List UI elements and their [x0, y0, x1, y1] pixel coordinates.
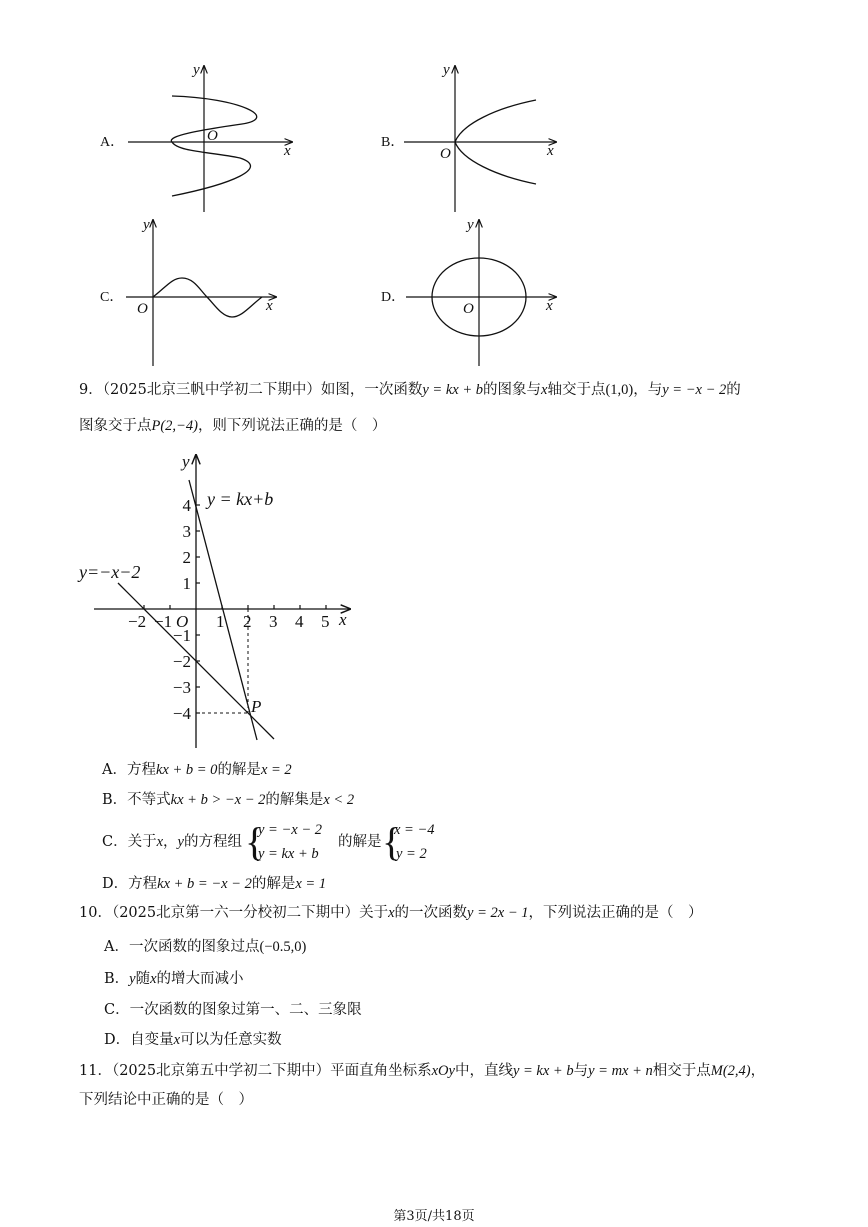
q11-stem-end: ， — [750, 1063, 766, 1079]
q9-option-d-text: 方程 — [128, 876, 158, 892]
q10-option-b-text2: 的增大而减小 — [156, 971, 244, 987]
q9-line1-label: y = kx+b — [207, 489, 274, 509]
graph-d-label: D． — [381, 290, 406, 305]
q9-y-tick-label: 1 — [182, 574, 191, 593]
q9-stem2-prefix: 图象交于点 — [79, 418, 152, 434]
q9-option-b-eq2: x < 2 — [323, 792, 355, 808]
q10-option-d-text2: 可以为任意实数 — [180, 1032, 282, 1048]
q9-option-c-comma: ， — [163, 834, 178, 850]
q9-y-tick-label: 4 — [182, 496, 191, 515]
q9-option-a-eq: kx + b = 0 — [155, 762, 218, 778]
q9-option-b-text2: 的解集是 — [265, 792, 324, 808]
q9-option-a-text2: 的解是 — [217, 762, 261, 778]
q10-option-d-var: x — [173, 1032, 181, 1048]
q10-option-c-text: 一次函数的图象过第一、二、三象限 — [129, 1002, 362, 1018]
graph-a-y-label: y — [193, 62, 200, 78]
q9-option-c-lead — [102, 832, 242, 852]
q9-x-tick-label: 4 — [295, 612, 304, 631]
q9-option-b-label: B． — [102, 792, 128, 808]
q9-option-a-eq2: x = 2 — [260, 762, 292, 778]
graph-c-x-label: x — [266, 298, 273, 314]
graph-b-x-label: x — [547, 143, 554, 159]
q9-option-b-eq: kx + b > −x − 2 — [170, 792, 266, 808]
q9-eq-main: y = kx + b — [422, 382, 484, 398]
q10-option-a-text: 一次函数的图象过点 — [128, 939, 260, 955]
q10-option-a[interactable] — [104, 937, 306, 957]
q11-stem-line1 — [79, 1061, 765, 1081]
q9-option-c-text: 关于 — [127, 834, 157, 850]
q10-option-b-text: 随 — [135, 971, 151, 987]
q9-origin: O — [176, 612, 189, 631]
graph-d-y-label: y — [467, 217, 474, 233]
q10-var: x — [388, 905, 395, 921]
q10-option-b-label: B． — [104, 971, 130, 987]
q9-stem-mid3: ，与 — [633, 382, 663, 398]
q11-eq2: y = mx + n — [588, 1063, 653, 1079]
q9-option-c-sys2-eq1: x = −4 — [394, 822, 435, 838]
q9-y-tick-label: 2 — [182, 548, 191, 567]
q9-option-c-var-y: y — [177, 834, 184, 850]
q9-option-d-label: D． — [102, 876, 129, 892]
q9-option-d-text2: 的解是 — [251, 876, 296, 892]
q9-x-axis-label: x — [339, 610, 347, 629]
graph-d-x-label: x — [546, 298, 553, 314]
q9-option-c-text3: 的方程组 — [183, 834, 242, 850]
q10-stem-mid: 的一次函数 — [394, 905, 468, 921]
graph-b-y-label: y — [443, 62, 450, 78]
q9-x-tick-label: 2 — [243, 612, 252, 631]
q9-option-d-eq2: x = 1 — [295, 876, 327, 892]
q9-stem2-end: ，则下列说法正确的是（ ） — [197, 418, 387, 434]
q9-x-tick-label: −1 — [154, 612, 173, 631]
q11-stem-line2 — [79, 1090, 253, 1110]
q9-y-tick-label: −3 — [172, 678, 191, 697]
q9-option-a-text: 方程 — [126, 762, 156, 778]
q9-option-c[interactable] — [102, 818, 602, 868]
q9-option-b-text: 不等式 — [127, 792, 171, 808]
graph-b-label: B． — [381, 135, 405, 150]
q9-line-kx-b — [189, 480, 257, 740]
q9-option-c-brace1: { — [245, 819, 265, 864]
graph-c-y-label: y — [143, 217, 150, 233]
q9-point-p-label: P — [251, 697, 262, 716]
q9-y-axis-label: y — [182, 452, 190, 471]
q10-option-b-var-y: y — [129, 971, 136, 987]
q9-stem-end: 的 — [726, 382, 741, 398]
q9-x-tick-label: 1 — [216, 612, 225, 631]
q9-stem-mid: 的图象与 — [483, 382, 542, 398]
q9-option-a-label: A． — [102, 762, 127, 778]
graph-a-origin: O — [207, 128, 218, 144]
graph-c-origin: O — [137, 301, 148, 317]
q9-stem-mid2: 轴交于点 — [547, 382, 606, 398]
q9-x-tick-label: 5 — [321, 612, 330, 631]
q10-option-a-label: A． — [104, 939, 129, 955]
q9-option-c-sys2-eq2: y = 2 — [396, 846, 427, 862]
q10-option-d-text: 自变量 — [130, 1032, 174, 1048]
q11-point-m: M(2,4) — [710, 1063, 751, 1079]
graph-a-x-label: x — [284, 143, 291, 159]
q11-stem-mid3: 相交于点 — [652, 1063, 711, 1079]
q9-x-tick-label: 3 — [269, 612, 278, 631]
q10-option-b[interactable] — [104, 969, 244, 989]
q11-stem-prefix: 11．（2025北京第五中学初二下期中）平面直角坐标系 — [79, 1063, 432, 1079]
q9-option-c-sys1-eq2: y = kx + b — [258, 846, 319, 862]
q10-stem-prefix: 10．（2025北京第一六一分校初二下期中）关于 — [79, 905, 389, 921]
q9-option-d-eq: kx + b = −x − 2 — [157, 876, 252, 892]
q9-x-var: x — [541, 382, 548, 398]
q10-option-d-label: D． — [104, 1032, 131, 1048]
q9-y-tick-label: 3 — [182, 522, 191, 541]
graph-d-origin: O — [463, 301, 474, 317]
q10-option-c[interactable] — [104, 1000, 362, 1020]
q11-stem-mid2: 与 — [573, 1063, 589, 1079]
q10-option-b-var-x: x — [150, 971, 157, 987]
page-footer: 第3页/共18页 — [393, 1209, 475, 1224]
q9-option-c-brace2: { — [382, 819, 402, 864]
q9-x-tick-label: −2 — [128, 612, 147, 631]
q11-stem-line2-text: 下列结论中正确的是（ ） — [79, 1092, 253, 1108]
q10-option-a-point: (−0.5,0) — [259, 939, 307, 955]
q9-y-tick-label: −2 — [172, 652, 191, 671]
q9-option-a[interactable] — [102, 760, 292, 780]
q9-option-b[interactable] — [102, 790, 354, 810]
q9-eq-second: y = −x − 2 — [662, 382, 727, 398]
q9-stem-prefix: 9．（2025北京三帆中学初二下期中）如图，一次函数 — [79, 382, 423, 398]
q9-option-d[interactable] — [102, 874, 326, 894]
q9-point-p: P(2,−4) — [151, 418, 198, 434]
q9-y-tick-label: −4 — [172, 704, 191, 723]
q9-option-c-text4: 的解是 — [338, 834, 382, 850]
q9-option-c-label: C． — [102, 834, 128, 850]
q9-y-tick-label: −1 — [172, 626, 191, 645]
q11-eq1: y = kx + b — [512, 1063, 574, 1079]
q9-option-c-sys1-eq1: y = −x − 2 — [258, 822, 322, 838]
q10-stem-end: ，下列说法正确的是（ ） — [528, 905, 703, 921]
q11-coord-system: xOy — [431, 1063, 455, 1079]
q10-option-d[interactable] — [104, 1030, 282, 1050]
q9-option-c-var-x: x — [156, 834, 164, 850]
q9-line2-label: y=−x−2 — [79, 562, 141, 582]
q10-eq: y = 2x − 1 — [467, 905, 529, 921]
graph-c-label: C． — [100, 290, 124, 305]
graph-a-label: A． — [100, 135, 125, 150]
q10-option-c-label: C． — [104, 1002, 130, 1018]
q9-point1: (1,0) — [605, 382, 634, 398]
q10-stem — [79, 903, 703, 923]
q11-stem-mid1: 中，直线 — [454, 1063, 513, 1079]
graph-b-origin: O — [440, 146, 451, 162]
